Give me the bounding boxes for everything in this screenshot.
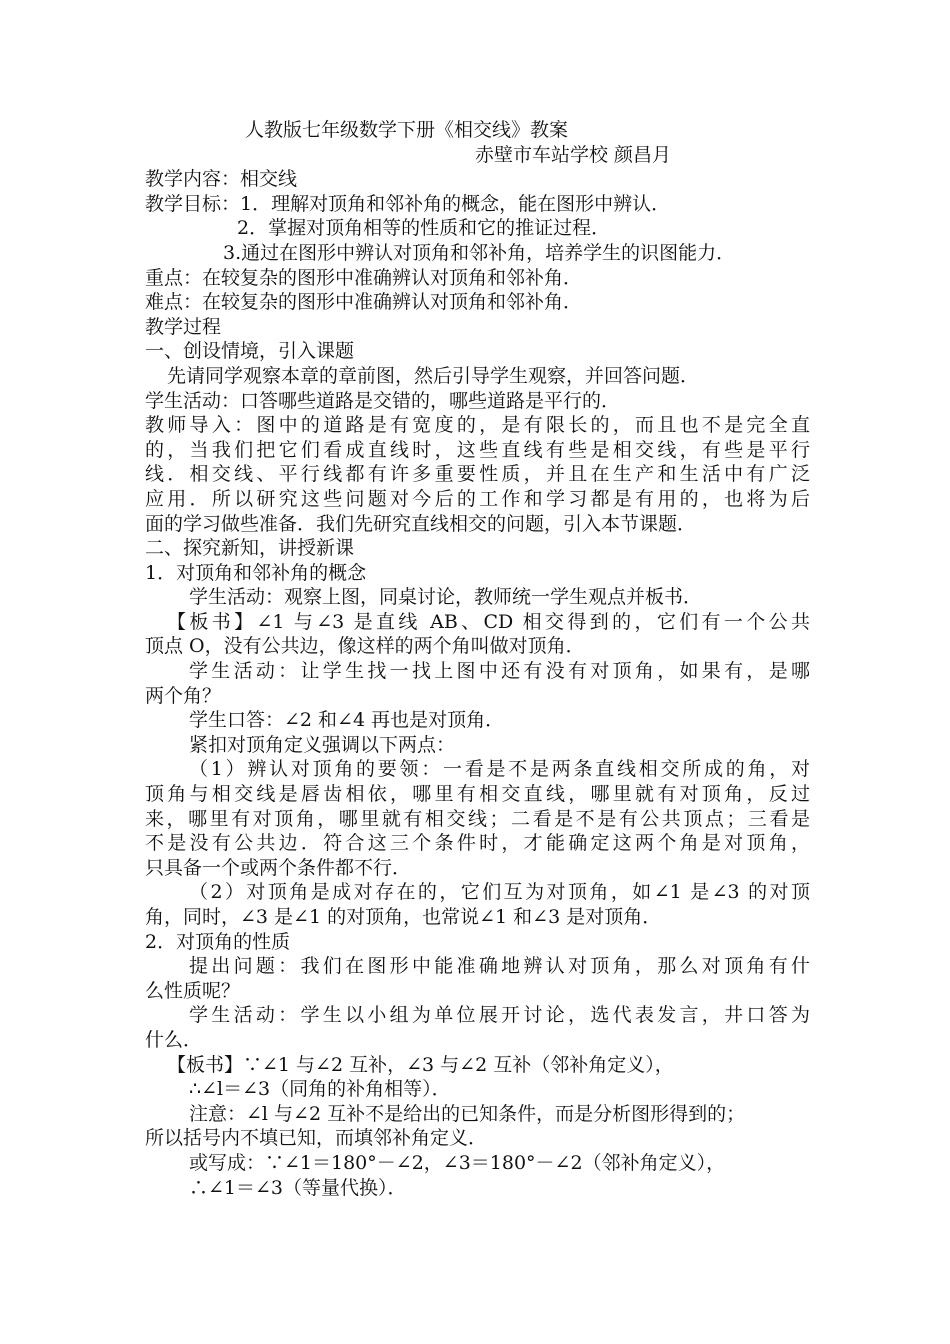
paragraph-line: ∴∠1＝∠3（等量代换）．: [189, 1176, 407, 1199]
subsection-heading: 2．对顶角的性质: [145, 930, 291, 953]
difficult-point: 难点：在较复杂的图形中准确辨认对顶角和邻补角．: [145, 291, 583, 314]
paragraph-line: 学生口答：∠2 和∠4 再也是对顶角．: [189, 709, 505, 732]
teaching-goal-3: 3.通过在图形中辨认对顶角和邻补角，培养学生的识图能力．: [223, 241, 736, 264]
document-title: 人教版七年级数学下册《相交线》教案: [245, 119, 569, 141]
paragraph-line: 么性质呢？: [145, 979, 241, 1002]
teaching-goal-1: 教学目标：1．理解对顶角和邻补角的概念，能在图形中辨认．: [145, 192, 671, 215]
paragraph-line: 只具备一个或两个条件都不行．: [145, 856, 412, 879]
paragraph-line: 线．相交线、平行线都有许多重要性质，并且在生产和生活中有广泛: [145, 463, 810, 486]
paragraph-line: 什么．: [145, 1028, 203, 1051]
paragraph-line: 两个角？: [145, 684, 222, 707]
teaching-goal-2: 2．掌握对顶角相等的性质和它的推证过程．: [237, 217, 611, 240]
paragraph-line: （1）辨认对顶角的要领：一看是不是两条直线相交所成的角，对: [189, 758, 810, 781]
paragraph-line: 学生活动：让学生找一找上图中还有没有对顶角，如果有，是哪: [189, 660, 810, 683]
paragraph-line: 教师导入：图中的道路是有宽度的，是有限长的，而且也不是完全直: [145, 414, 810, 437]
teaching-content: 教学内容：相交线: [145, 168, 298, 191]
paragraph-line: 的，当我们把它们看成直线时，这些直线有些是相交线，有些是平行: [145, 438, 810, 461]
key-point: 重点：在较复杂的图形中准确辨认对顶角和邻补角．: [145, 266, 583, 289]
section-heading: 一、创设情境，引入课题: [145, 340, 355, 363]
paragraph-line: 学生活动：口答哪些道路是交错的，哪些道路是平行的．: [145, 389, 621, 412]
paragraph-line: 【板书】∠1 与∠3 是直线 AB、CD 相交得到的，它们有一个公共: [167, 610, 810, 633]
section-heading: 二、探究新知，讲授新课: [145, 537, 355, 560]
paragraph-line: 来，哪里有对顶角，哪里就有相交线；二看是不是有公共顶点；三看是: [145, 807, 810, 830]
document-author: 赤壁市车站学校 颜昌月: [475, 143, 672, 166]
paragraph-line: 不是没有公共边．符合这三个条件时，才能确定这两个角是对顶角，: [145, 832, 810, 855]
paragraph-line: 学生活动：观察上图，同桌讨论，教师统一学生观点并板书．: [189, 586, 703, 609]
subsection-heading: 1．对顶角和邻补角的概念: [145, 561, 367, 584]
paragraph-line: 先请同学观察本章的章前图，然后引导学生观察，并回答问题．: [167, 364, 700, 387]
paragraph-line: 顶角与相交线是唇齿相依，哪里有相交直线，哪里就有对顶角，反过: [145, 783, 810, 806]
paragraph-line: 注意：∠l 与∠2 互补不是给出的已知条件，而是分析图形得到的；: [189, 1102, 746, 1125]
paragraph-line: 学生活动：学生以小组为单位展开讨论，选代表发言，井口答为: [189, 1004, 810, 1027]
section-heading: 教学过程: [145, 315, 222, 338]
paragraph-line: 顶点 O，没有公共边，像这样的两个角叫做对顶角．: [145, 635, 585, 658]
document-page: [145, 118, 810, 1200]
paragraph-line: 所以括号内不填已知，而填邻补角定义．: [145, 1127, 488, 1150]
paragraph-line: 面的学习做些准备．我们先研究直线相交的问题，引入本节课题．: [145, 512, 697, 535]
paragraph-line: （2）对顶角是成对存在的，它们互为对顶角，如∠1 是∠3 的对顶: [189, 881, 810, 904]
paragraph-line: 【板书】∵∠1 与∠2 互补，∠3 与∠2 互补（邻补角定义），: [167, 1053, 674, 1076]
paragraph-line: 应用．所以研究这些问题对今后的工作和学习都是有用的，也将为后: [145, 487, 810, 510]
paragraph-line: 提出问题：我们在图形中能准确地辨认对顶角，那么对顶角有什: [189, 955, 810, 978]
paragraph-line: ∴∠l＝∠3（同角的补角相等）．: [189, 1078, 451, 1101]
paragraph-line: 角，同时，∠3 是∠1 的对顶角，也常说∠1 和∠3 是对顶角．: [145, 906, 662, 928]
paragraph-line: 或写成：∵∠1＝180°－∠2，∠3＝180°－∠2（邻补角定义），: [189, 1151, 726, 1174]
paragraph-line: 紧扣对顶角定义强调以下两点：: [189, 733, 456, 756]
